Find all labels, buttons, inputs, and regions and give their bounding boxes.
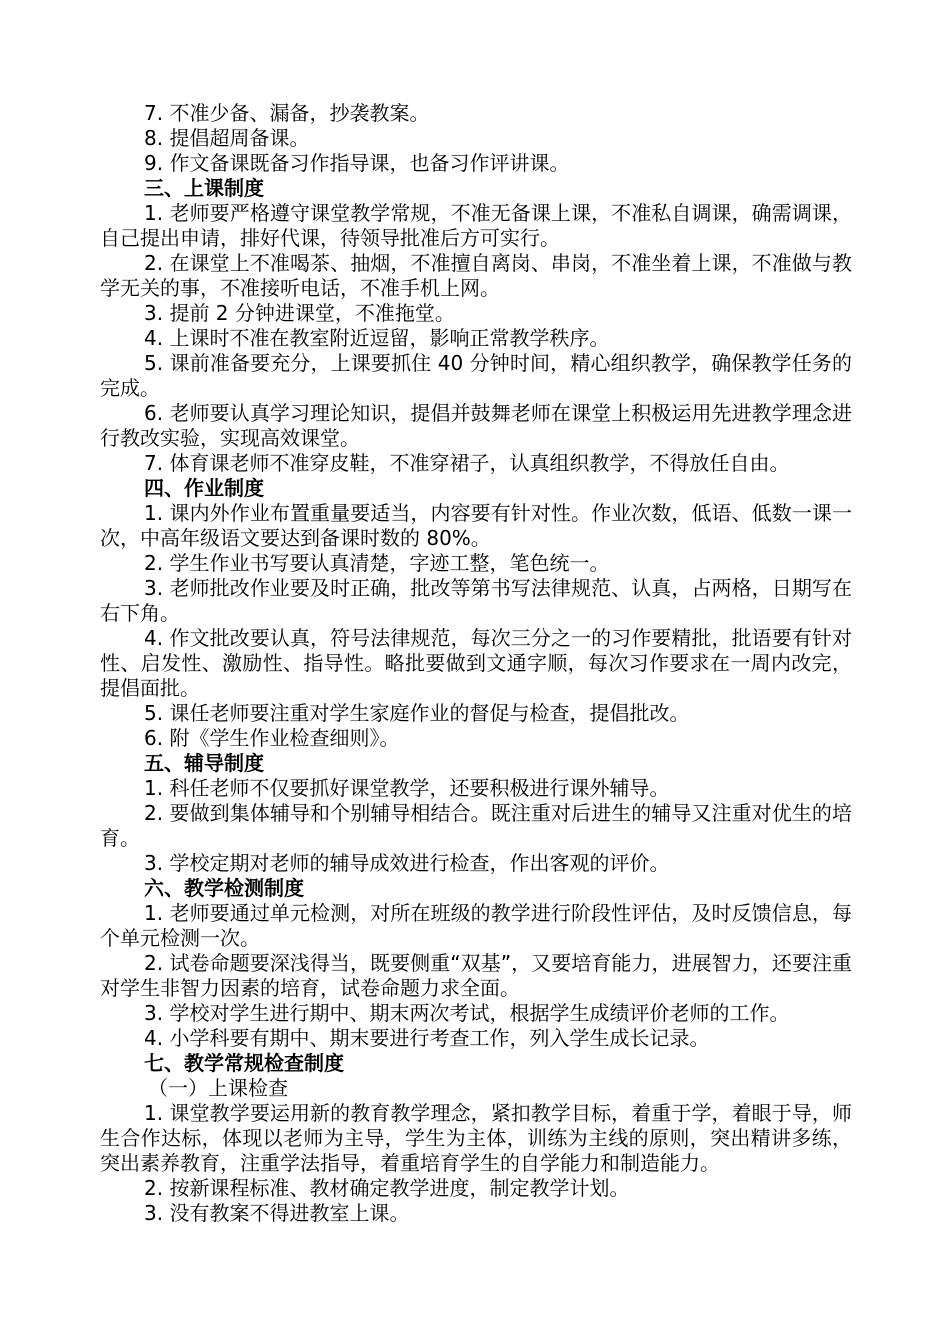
- document-body: [100, 101, 852, 1226]
- paragraph: 3. 老师批改作业要及时正确，批改等第书写法律规范、认真，占两格，日期写在右下角。: [100, 576, 852, 625]
- paragraph: 3. 没有教案不得进教室上课。: [144, 1201, 410, 1225]
- paragraph: 1. 老师要严格遵守课堂教学常规，不准无备课上课，不准私自调课，确需调课，自己提出申请，排好代课，待领导批准后方可实行。: [100, 201, 852, 250]
- paragraph: 4. 作文批改要认真，符号法律规范，每次三分之一的习作要精批，批语要有针对性、启发性、激励性、指导性。略批要做到文通字顺，每次习作要求在一周内改完，提倡面批。: [100, 626, 852, 700]
- section-heading: 七、教学常规检查制度: [144, 1051, 344, 1075]
- subsection-heading: （一）上课检查: [148, 1076, 288, 1100]
- paragraph: 4. 上课时不准在教室附近逗留，影响正常教学秩序。: [144, 326, 610, 350]
- paragraph: 3. 学校定期对老师的辅导成效进行检查，作出客观的评价。: [144, 851, 670, 875]
- paragraph: 3. 学校对学生进行期中、期末两次考试，根据学生成绩评价老师的工作。: [144, 1001, 790, 1025]
- section-heading: 三、上课制度: [144, 176, 264, 200]
- paragraph: 5. 课前准备要充分，上课要抓住 40 分钟时间，精心组织教学，确保教学任务的完成。: [100, 351, 852, 400]
- paragraph: 1. 课堂教学要运用新的教育教学理念，紧扣教学目标，着重于学，着眼于导，师生合作达标，体现以老师为主导，学生为主体，训练为主线的原则，突出精讲多练，突出素养教育，注重学法指导，着重培育学生的自学能力和制造能力。: [100, 1101, 852, 1175]
- paragraph: 6. 附《学生作业检查细则》。: [144, 726, 400, 750]
- section-heading: 五、辅导制度: [144, 751, 264, 775]
- paragraph: 7. 不准少备、漏备，抄袭教案。: [144, 101, 430, 125]
- paragraph: 2. 在课堂上不准喝茶、抽烟，不准擅自离岗、串岗，不准坐着上课，不准做与教学无关的事，不准接听电话，不准手机上网。: [100, 251, 852, 300]
- paragraph: 3. 提前 2 分钟进课堂，不准拖堂。: [144, 301, 455, 325]
- paragraph: 2. 按新课程标准、教材确定教学进度，制定教学计划。: [144, 1176, 630, 1200]
- paragraph: 5. 课任老师要注重对学生家庭作业的督促与检查，提倡批改。: [144, 701, 690, 725]
- paragraph: 2. 试卷命题要深浅得当，既要侧重“双基”，又要培育能力，进展智力，还要注重对学生非智力因素的培育，试卷命题力求全面。: [100, 951, 852, 1000]
- paragraph: 1. 课内外作业布置重量要适当，内容要有针对性。作业次数，低语、低数一课一次，中高年级语文要达到备课时数的 80%。: [100, 501, 852, 550]
- section-heading: 四、作业制度: [144, 476, 264, 500]
- paragraph: 4. 小学科要有期中、期末要进行考查工作，列入学生成长记录。: [144, 1026, 710, 1050]
- paragraph: 6. 老师要认真学习理论知识，提倡并鼓舞老师在课堂上积极运用先进教学理念进行教改实验，实现高效课堂。: [100, 401, 852, 450]
- paragraph: 7. 体育课老师不准穿皮鞋，不准穿裙子，认真组织教学，不得放任自由。: [144, 451, 790, 475]
- paragraph: 2. 要做到集体辅导和个别辅导相结合。既注重对后进生的辅导又注重对优生的培育。: [100, 801, 852, 850]
- paragraph: 1. 科任老师不仅要抓好课堂教学，还要积极进行课外辅导。: [144, 776, 670, 800]
- paragraph: 9. 作文备课既备习作指导课，也备习作评讲课。: [144, 151, 570, 175]
- paragraph: 1. 老师要通过单元检测，对所在班级的教学进行阶段性评估，及时反馈信息，每个单元检测一次。: [100, 901, 852, 950]
- paragraph: 2. 学生作业书写要认真清楚，字迹工整，笔色统一。: [144, 551, 610, 575]
- paragraph: 8. 提倡超周备课。: [144, 126, 310, 150]
- section-heading: 六、教学检测制度: [144, 876, 304, 900]
